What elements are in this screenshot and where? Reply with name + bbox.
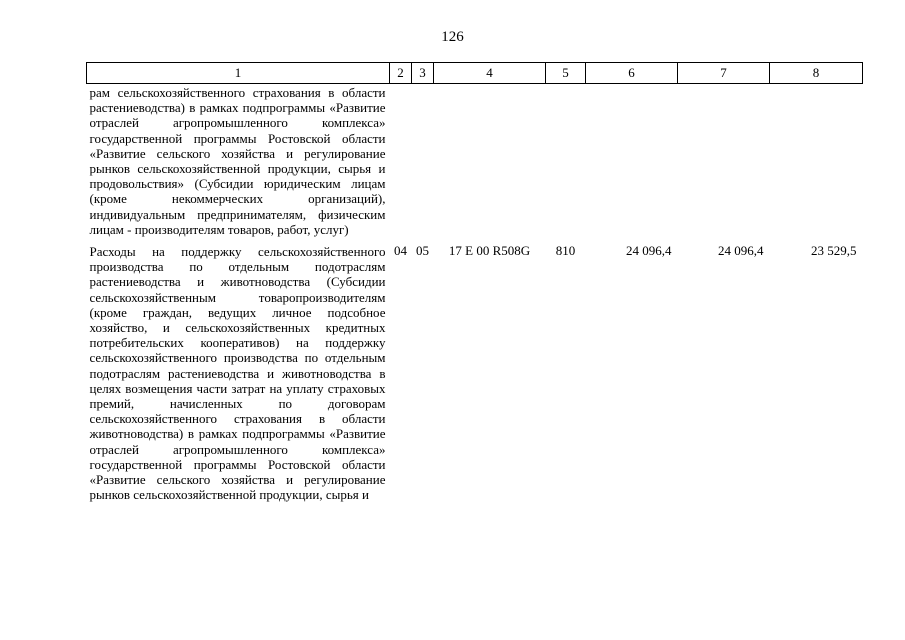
column-header: 8 [770,63,863,84]
amount-col6: 24 096,4 [626,243,672,259]
column-header: 4 [434,63,546,84]
amount-col8 [770,84,863,238]
table-header-row [87,63,863,84]
target-article-code [434,84,546,238]
section-code: 04 [394,243,407,259]
table-row [87,243,863,502]
column-header: 5 [546,63,586,84]
subsection-code: 05 [416,243,429,259]
row-description: рам сельскохозяйственного страхования в области растениеводства) в рамках подпрограммы «Развитие отраслей агропромышленного комплекса» государственной программы Ростовской области «Развитие сельского хозяйства и регулирование рынков сельскохозяйственной продукции, сырья и продовольствия» (Субсидии юридическим лицам (кроме некоммерческих организаций), индивидуальным предпринимателям, физическим лицам - производителям товаров, работ, услуг) [89,85,386,237]
column-header: 3 [412,63,434,84]
target-article-code: 17 Е 00 R508G [448,243,531,259]
amount-col7 [678,84,770,238]
page-number: 126 [441,29,464,45]
column-header: 7 [678,63,770,84]
amount-col7: 24 096,4 [718,243,764,259]
amount-col8: 23 529,5 [811,243,857,259]
section-code [390,84,412,238]
amount-col6 [586,84,678,238]
column-header: 6 [586,63,678,84]
expense-type-code: 810 [555,243,576,259]
column-header: 2 [390,63,412,84]
column-header: 1 [87,63,390,84]
table-row [87,84,863,238]
expense-type-code [546,84,586,238]
subsection-code [412,84,434,238]
budget-table [86,62,863,502]
row-description: Расходы на поддержку сельскохозяйственного производства по отдельным подотраслям растениеводства и животноводства (Субсидии сельскохозяйственным товаропроизводителям (кроме граждан, ведущих личное подсобное хозяйство, и сельскохозяйственных кредитных потребительских кооперативов) на поддержку сельскохозяйственного производства по отдельным подотраслям растениеводства и животноводства в целях возмещения части затрат на уплату страховых премий, начисленных по договорам сельскохозяйственного страхования в области животноводства) в рамках подпрограммы «Развитие отраслей агропромышленного комплекса» государственной программы Ростовской области «Развитие сельского хозяйства и регулирование рынков сельскохозяйственной продукции, сырья и [89,244,386,503]
